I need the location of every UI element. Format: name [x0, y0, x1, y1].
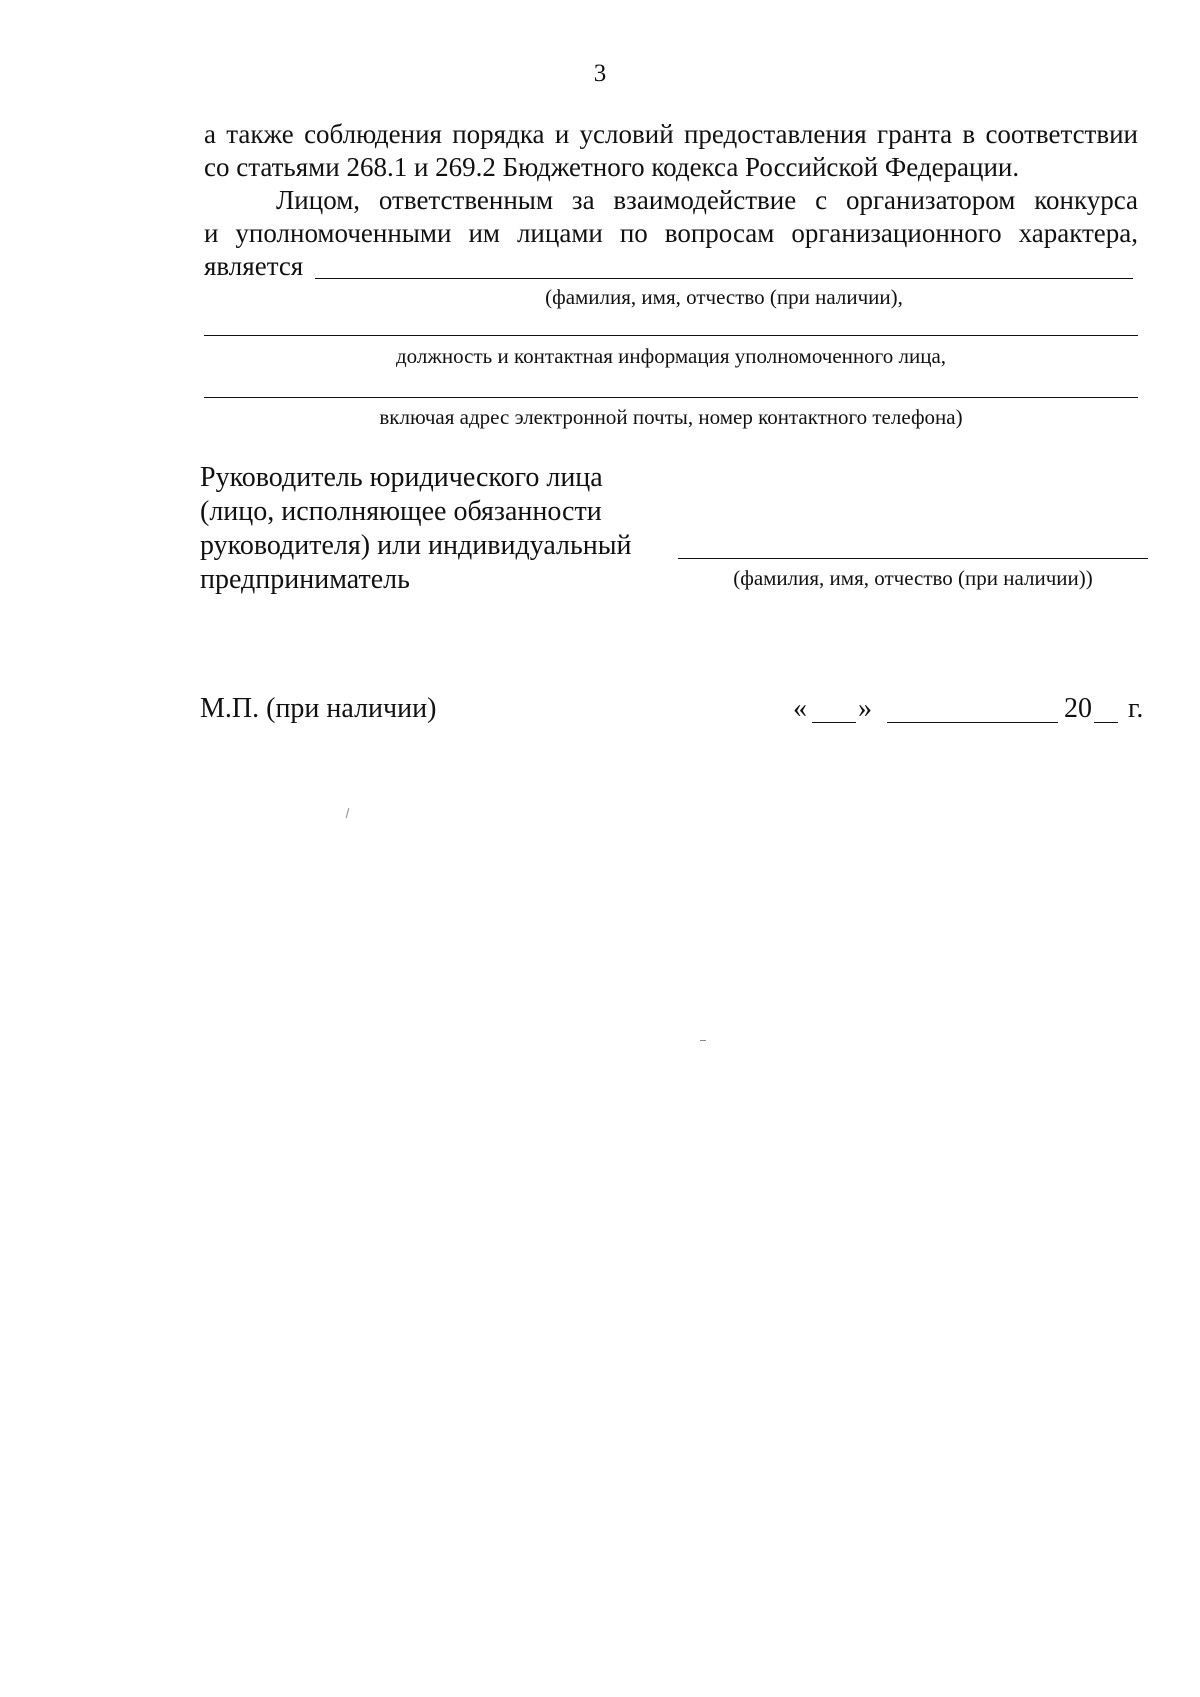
paragraph-1-line-1: а также соблюдения порядка и условий предоставления гранта в соответствии [204, 119, 1138, 149]
date-year-prefix: 20 [1064, 693, 1092, 724]
page-number: 3 [593, 60, 607, 87]
contacts-fill-line[interactable] [204, 397, 1138, 398]
date-quote-open: « [793, 693, 807, 724]
signatory-line-1: Руководитель юридического лица [200, 462, 603, 493]
caption-contacts: включая адрес электронной почты, номер контактного телефона) [379, 405, 963, 429]
paragraph-2-line-3: является [204, 251, 304, 281]
date-year-suffix: г. [1128, 693, 1144, 724]
caption-fio: (фамилия, имя, отчество (при наличии), [545, 285, 903, 309]
paragraph-2-line-1: Лицом, ответственным за взаимодействие с организатором конкурса [276, 185, 1138, 215]
caption-position: должность и контактная информация уполномоченного лица, [395, 344, 947, 368]
signatory-line-2: (лицо, исполняющее обязанности [200, 496, 602, 527]
position-fill-line[interactable] [204, 335, 1138, 336]
responsible-person-fill-line[interactable] [315, 278, 1133, 279]
date-quote-close: » [858, 693, 872, 724]
caption-signatory-fio: (фамилия, имя, отчество (при наличии)) [733, 566, 1093, 590]
date-month-fill-line[interactable] [887, 722, 1058, 723]
signatory-line-3: руководителя) или индивидуальный [200, 530, 632, 561]
date-day-fill-line[interactable] [812, 722, 856, 723]
signatory-line-4: предприниматель [200, 564, 410, 595]
scan-artifact-dot [700, 1040, 706, 1041]
signature-fill-line[interactable] [678, 558, 1148, 559]
paragraph-2-line-2: и уполномоченными им лицами по вопросам организационного характера, [204, 218, 1138, 248]
paragraph-1-line-2: со статьями 268.1 и 269.2 Бюджетного кодекса Российской Федерации. [204, 152, 1020, 182]
scan-artifact-mark [346, 808, 350, 818]
date-year-fill-line[interactable] [1094, 722, 1118, 723]
stamp-label: М.П. (при наличии) [200, 693, 437, 724]
